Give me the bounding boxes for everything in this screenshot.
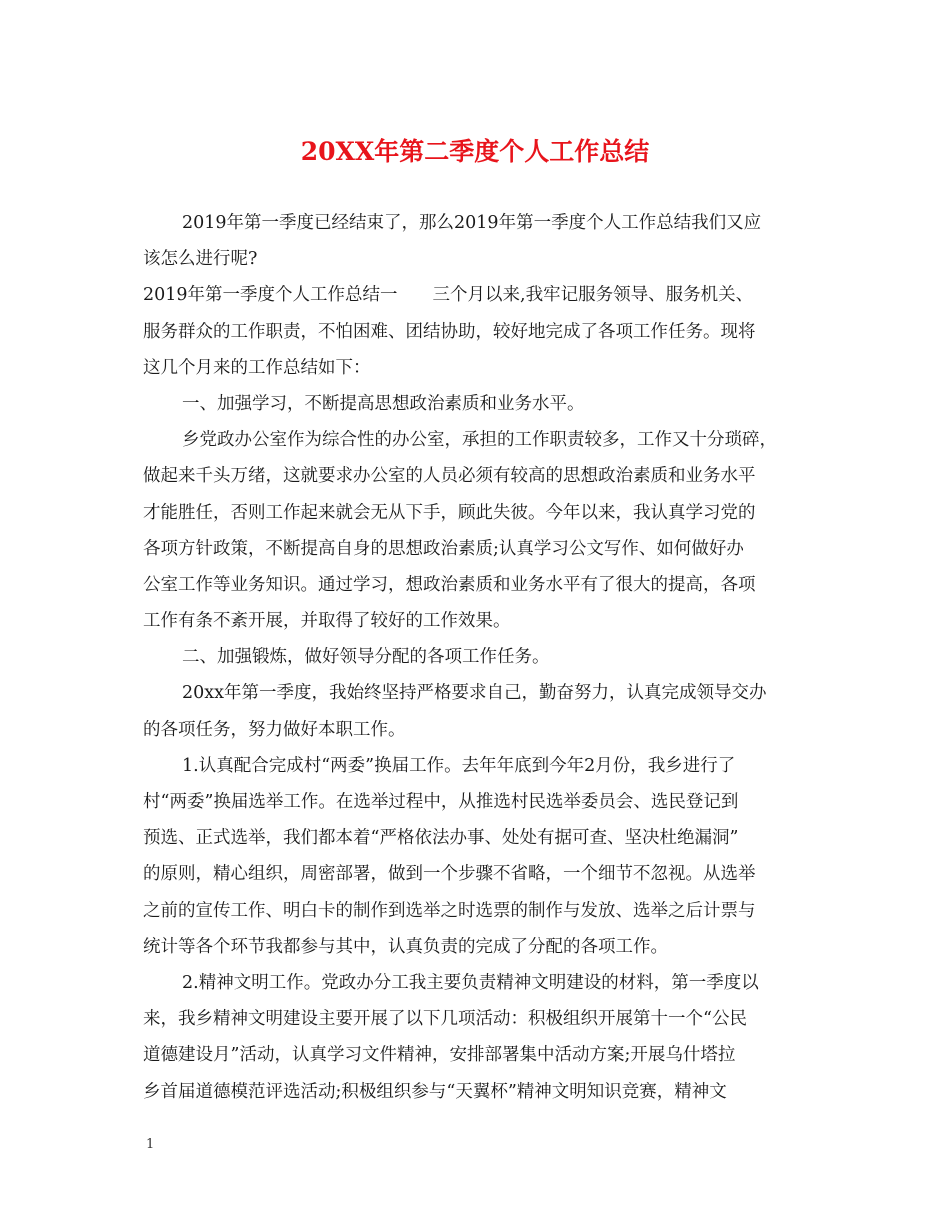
text-line: 之前的宣传工作、明白卡的制作到选举之时选票的制作与发放、选举之后计票与 — [143, 900, 756, 921]
text-line: 1.认真配合完成村“两委”换届工作。去年年底到今年2月份，我乡进行了 — [182, 755, 736, 776]
text-line: 才能胜任，否则工作起来就会无从下手，顾此失彼。今年以来，我认真学习党的 — [143, 502, 756, 523]
text-line: 预选、正式选举，我们都本着“严格依法办事、处处有据可查、坚决杜绝漏洞” — [143, 828, 739, 849]
text-line: 工作有条不紊开展，并取得了较好的工作效果。 — [143, 611, 511, 632]
text-line: 道德建设月”活动，认真学习文件精神，安排部署集中活动方案;开展乌什塔拉 — [143, 1045, 736, 1066]
text-line: 服务群众的工作职责，不怕困难、团结协助，较好地完成了各项工作任务。现将 — [143, 321, 756, 342]
document-body — [143, 205, 813, 1110]
page-title: 20XX年第二季度个人工作总结 — [300, 137, 650, 166]
text-line: 统计等各个环节我都参与其中，认真负责的完成了分配的各项工作。 — [143, 936, 668, 957]
text-line: 一、加强学习，不断提高思想政治素质和业务水平。 — [182, 393, 585, 414]
text-line: 2019年第一季度已经结束了，那么2019年第一季度个人工作总结我们又应 — [182, 213, 762, 233]
text-line: 乡党政办公室作为综合性的办公室，承担的工作职责较多，工作又十分琐碎， — [182, 430, 777, 451]
text-line: 来，我乡精神文明建设主要开展了以下几项活动：积极组织开展第十一个“公民 — [143, 1009, 747, 1030]
text-line: 2019年第一季度个人工作总结一 三个月以来,我牢记服务领导、服务机关、 — [143, 285, 754, 306]
text-line: 乡首届道德模范评选活动;积极组织参与“天翼杯”精神文明知识竞赛，精神文 — [143, 1081, 727, 1102]
page-number: 1 — [146, 1137, 155, 1152]
text-line: 该怎么进行呢? — [143, 249, 258, 270]
text-line: 这几个月来的工作总结如下： — [143, 357, 371, 378]
text-line: 公室工作等业务知识。通过学习，想政治素质和业务水平有了很大的提高，各项 — [143, 574, 756, 595]
text-line: 20xx年第一季度，我始终坚持严格要求自己，勤奋努力，认真完成领导交办 — [182, 683, 767, 704]
text-line: 的各项任务，努力做好本职工作。 — [143, 719, 406, 740]
text-line: 二、加强锻炼，做好领导分配的各项工作任务。 — [182, 647, 550, 668]
text-line: 的原则，精心组织，周密部署，做到一个步骤不省略，一个细节不忽视。从选举 — [143, 864, 756, 885]
text-line: 各项方针政策，不断提高自身的思想政治素质;认真学习公文写作、如何做好办 — [143, 538, 744, 559]
text-line: 村“两委”换届选举工作。在选举过程中，从推选村民选举委员会、选民登记到 — [143, 792, 739, 812]
text-line: 做起来千头万绪，这就要求办公室的人员必须有较高的思想政治素质和业务水平 — [143, 466, 756, 487]
text-line: 2.精神文明工作。党政办分工我主要负责精神文明建设的材料，第一季度以 — [182, 972, 759, 993]
